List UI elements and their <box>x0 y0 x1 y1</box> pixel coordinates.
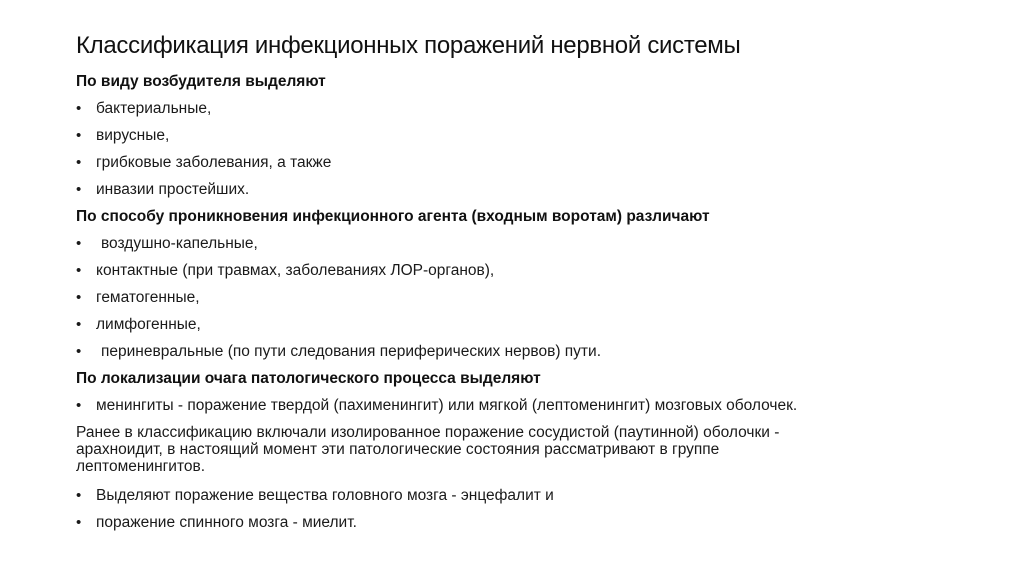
note-paragraph <box>76 422 956 475</box>
slide-title: Классификация инфекционных поражений нервной системы <box>76 32 741 59</box>
bullet-icon: • <box>76 154 82 171</box>
bullet-icon: • <box>76 100 82 117</box>
list-item: • воздушно-капельные, <box>76 233 956 260</box>
list-item: • инвазии простейших. <box>76 179 956 206</box>
bullet-icon: • <box>76 127 82 144</box>
section-heading-pathogen: По виду возбудителя выделяют <box>76 73 326 90</box>
list-item: • контактные (при травмах, заболеваниях ЛОР-органов), <box>76 260 956 287</box>
bullet-icon: • <box>76 262 82 279</box>
list-item: • лимфогенные, <box>76 314 956 341</box>
bullet-icon: • <box>76 397 82 414</box>
bullet-icon: • <box>76 343 82 360</box>
list-item: • менингиты - поражение твердой (пахименингит) или мягкой (лептоменингит) мозговых оболочек. <box>76 395 956 422</box>
list-item: • Выделяют поражение вещества головного мозга - энцефалит и <box>76 485 956 512</box>
list-item: • периневральные (по пути следования периферических нервов) пути. <box>76 341 956 368</box>
slide-content <box>76 71 956 539</box>
list-item: • гематогенные, <box>76 287 956 314</box>
paragraph-line: лептоменингитов. <box>76 458 206 475</box>
section-heading-localization: По локализации очага патологического процесса выделяют <box>76 370 541 387</box>
bullet-icon: • <box>76 181 82 198</box>
paragraph-line: Ранее в классификацию включали изолированное поражение сосудистой (паутинной) оболочки - <box>76 424 780 441</box>
bullet-icon: • <box>76 289 82 306</box>
list-item: • бактериальные, <box>76 98 956 125</box>
section-heading-entry: По способу проникновения инфекционного агента (входным воротам) различают <box>76 208 710 225</box>
bullet-icon: • <box>76 487 82 504</box>
bullet-icon: • <box>76 514 82 531</box>
paragraph-line: арахноидит, в настоящий момент эти патологические состояния рассматривают в группе <box>76 441 720 458</box>
bullet-icon: • <box>76 316 82 333</box>
list-item: • грибковые заболевания, а также <box>76 152 956 179</box>
bullet-icon: • <box>76 235 82 252</box>
list-item: • поражение спинного мозга - миелит. <box>76 512 956 539</box>
list-item: • вирусные, <box>76 125 956 152</box>
